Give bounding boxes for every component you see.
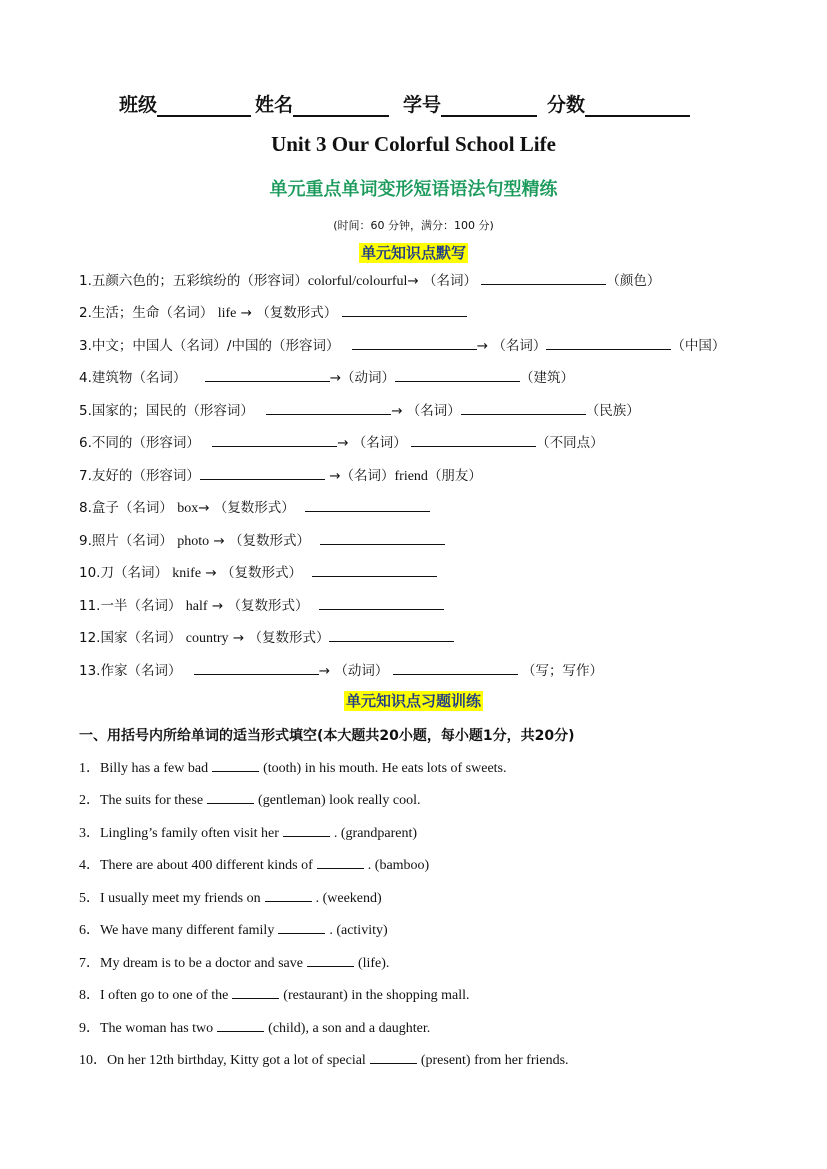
question-number: 1． bbox=[79, 761, 100, 776]
question-item bbox=[79, 953, 389, 973]
answer-blank[interactable] bbox=[305, 497, 430, 512]
item-prompt: 盒子（名词） bbox=[91, 500, 173, 516]
question-number: 3． bbox=[79, 826, 100, 841]
item-number: 12. bbox=[79, 630, 101, 646]
item-number: 7. bbox=[79, 468, 92, 484]
vocab-item bbox=[79, 335, 725, 355]
item-prompt: 中文；中国人（名词）/中国的（形容词） bbox=[91, 338, 340, 354]
vocab-item bbox=[79, 367, 574, 387]
answer-blank[interactable] bbox=[342, 302, 467, 317]
item-prompt: 五颜六色的；五彩缤纷的（形容词） bbox=[91, 273, 308, 289]
item-prompt: 国家（名词） bbox=[100, 630, 182, 646]
section-title-text: 单元知识点默写 bbox=[360, 244, 466, 262]
item-prompt: 一半（名词） bbox=[100, 598, 182, 614]
page-subtitle: 单元重点单词变形短语语法句型精练 bbox=[269, 179, 558, 200]
item-prompt: 国家的；国民的（形容词） bbox=[91, 403, 254, 419]
question-number: 5． bbox=[79, 891, 100, 906]
question-number: 4． bbox=[79, 858, 100, 873]
vocab-item bbox=[79, 432, 604, 452]
name-label: 姓名 bbox=[255, 94, 294, 116]
item-prompt-2: → （动词） bbox=[318, 663, 389, 679]
vocab-item bbox=[79, 530, 445, 550]
item-hint: （民族） bbox=[585, 403, 640, 419]
item-prompt-2: → （复数形式） bbox=[205, 565, 302, 581]
item-prompt-2: → （名词） bbox=[391, 403, 461, 419]
question-number: 2． bbox=[79, 793, 100, 808]
question-item bbox=[79, 1050, 569, 1070]
answer-blank[interactable] bbox=[278, 920, 325, 934]
item-number: 4. bbox=[79, 370, 92, 386]
item-number: 2. bbox=[79, 305, 92, 321]
answer-blank[interactable] bbox=[320, 530, 445, 545]
question-hint: . (bamboo) bbox=[367, 858, 430, 873]
answer-blank[interactable] bbox=[283, 823, 330, 837]
answer-blank[interactable] bbox=[312, 562, 437, 577]
item-word: half bbox=[185, 599, 208, 614]
question-item bbox=[79, 920, 388, 940]
question-item bbox=[79, 823, 417, 843]
vocab-item bbox=[79, 400, 640, 420]
answer-blank[interactable] bbox=[266, 400, 391, 415]
question-hint: (gentleman) look really cool. bbox=[258, 793, 421, 808]
item-hint: （朋友） bbox=[427, 468, 482, 484]
answer-blank[interactable] bbox=[317, 855, 364, 869]
question-text: Lingling’s family often visit her bbox=[100, 826, 279, 841]
item-prompt: 不同的（形容词） bbox=[91, 435, 200, 451]
answer-blank[interactable] bbox=[370, 1050, 417, 1064]
class-blank[interactable] bbox=[157, 95, 251, 117]
question-number: 6． bbox=[79, 923, 100, 938]
question-hint: (tooth) in his mouth. He eats lots of sweets. bbox=[263, 761, 507, 776]
question-number: 9． bbox=[79, 1021, 100, 1036]
vocab-item bbox=[79, 465, 482, 485]
item-word: life bbox=[217, 306, 237, 321]
item-prompt: 建筑物（名词） bbox=[91, 370, 187, 386]
vocab-item bbox=[79, 270, 660, 290]
question-item bbox=[79, 855, 429, 875]
item-number: 3. bbox=[79, 338, 92, 354]
item-hint: （中国） bbox=[671, 338, 726, 354]
item-hint: （写；写作） bbox=[521, 663, 603, 679]
question-number: 10． bbox=[79, 1053, 107, 1068]
item-number: 9. bbox=[79, 533, 92, 549]
question-item bbox=[79, 985, 470, 1005]
class-label: 班级 bbox=[119, 94, 158, 116]
item-prompt: 友好的（形容词） bbox=[91, 468, 200, 484]
question-item bbox=[79, 888, 382, 908]
question-text: We have many different family bbox=[100, 923, 275, 938]
question-hint: (life). bbox=[357, 956, 390, 971]
item-prompt: 刀（名词） bbox=[100, 565, 168, 581]
item-prompt-2: → （复数形式） bbox=[198, 500, 295, 516]
answer-blank[interactable] bbox=[395, 367, 520, 382]
vocab-item bbox=[79, 302, 467, 322]
answer-blank[interactable] bbox=[546, 335, 671, 350]
item-number: 11. bbox=[79, 598, 101, 614]
score-blank[interactable] bbox=[585, 95, 690, 117]
question-text: The woman has two bbox=[100, 1021, 214, 1036]
question-item bbox=[79, 1018, 430, 1038]
item-number: 6. bbox=[79, 435, 92, 451]
answer-blank[interactable] bbox=[393, 660, 518, 675]
item-prompt: 作家（名词） bbox=[100, 663, 182, 679]
vocab-item bbox=[79, 497, 430, 517]
question-number: 7． bbox=[79, 956, 100, 971]
name-blank[interactable] bbox=[293, 95, 389, 117]
question-number: 8． bbox=[79, 988, 100, 1003]
question-hint: . (grandparent) bbox=[333, 826, 418, 841]
item-prompt-2: → （复数形式） bbox=[240, 305, 338, 321]
answer-blank[interactable] bbox=[329, 627, 454, 642]
question-hint: (restaurant) in the shopping mall. bbox=[283, 988, 470, 1003]
answer-blank[interactable] bbox=[207, 790, 254, 804]
item-prompt-2: →（名词） bbox=[329, 468, 395, 484]
answer-blank[interactable] bbox=[212, 432, 337, 447]
item-prompt-2: → （复数形式） bbox=[211, 598, 309, 614]
section-title-dictation bbox=[0, 242, 827, 263]
answer-blank[interactable] bbox=[307, 953, 354, 967]
score-label: 分数 bbox=[547, 94, 586, 116]
item-prompt: 照片（名词） bbox=[91, 533, 173, 549]
question-item bbox=[79, 758, 507, 778]
item-number: 5. bbox=[79, 403, 92, 419]
student-id-blank[interactable] bbox=[441, 95, 537, 117]
answer-blank[interactable] bbox=[319, 595, 444, 610]
vocab-item bbox=[79, 660, 603, 680]
question-text: On her 12th birthday, Kitty got a lot of special bbox=[107, 1053, 366, 1068]
item-number: 10. bbox=[79, 565, 101, 581]
item-number: 8. bbox=[79, 500, 92, 516]
item-hint: （建筑） bbox=[520, 370, 574, 386]
student-info-header bbox=[119, 90, 694, 117]
item-hint: （不同点） bbox=[536, 435, 604, 451]
question-text: My dream is to be a doctor and save bbox=[100, 956, 303, 971]
question-text: The suits for these bbox=[100, 793, 204, 808]
item-number: 1. bbox=[79, 273, 92, 289]
question-text: I usually meet my friends on bbox=[100, 891, 261, 906]
item-word: knife bbox=[172, 566, 202, 581]
item-word: box bbox=[177, 501, 199, 516]
answer-blank[interactable] bbox=[352, 335, 477, 350]
question-hint: . (activity) bbox=[329, 923, 388, 938]
question-item bbox=[79, 790, 421, 810]
question-text: I often go to one of the bbox=[100, 988, 229, 1003]
question-hint: (child), a son and a daughter. bbox=[268, 1021, 431, 1036]
item-word: colorful/colourful bbox=[307, 274, 408, 289]
item-prompt-2: → （名词） bbox=[476, 338, 547, 354]
answer-blank[interactable] bbox=[232, 985, 279, 999]
item-word: country bbox=[185, 631, 229, 646]
student-id-label: 学号 bbox=[403, 94, 442, 116]
exercise-instruction: 一、用括号内所给单词的适当形式填空(本大题共20小题，每小题1分，共20分) bbox=[79, 728, 575, 744]
question-hint: (present) from her friends. bbox=[420, 1053, 569, 1068]
answer-blank[interactable] bbox=[265, 888, 312, 902]
answer-blank[interactable] bbox=[461, 400, 586, 415]
answer-blank[interactable] bbox=[205, 367, 330, 382]
item-number: 13. bbox=[79, 663, 101, 679]
item-prompt-2: → （复数形式） bbox=[213, 533, 310, 549]
vocab-item bbox=[79, 627, 454, 647]
question-text: Billy has a few bad bbox=[100, 761, 209, 776]
section-title-exercises bbox=[0, 690, 827, 711]
item-prompt-2: → （名词） bbox=[337, 435, 407, 451]
answer-blank[interactable] bbox=[411, 432, 536, 447]
question-text: There are about 400 different kinds of bbox=[100, 858, 313, 873]
item-word: friend bbox=[394, 469, 428, 484]
answer-blank[interactable] bbox=[481, 270, 606, 285]
answer-blank[interactable] bbox=[200, 465, 325, 480]
answer-blank[interactable] bbox=[194, 660, 319, 675]
vocab-item bbox=[79, 562, 437, 582]
vocab-item bbox=[79, 595, 444, 615]
item-prompt: 生活；生命（名词） bbox=[91, 305, 214, 321]
item-prompt-2: → （名词） bbox=[407, 273, 478, 289]
question-hint: . (weekend) bbox=[315, 891, 382, 906]
page-title: Unit 3 Our Colorful School Life bbox=[271, 132, 556, 156]
section-title-text: 单元知识点习题训练 bbox=[345, 692, 481, 710]
time-note: (时间：60 分钟，满分：100 分) bbox=[333, 219, 494, 232]
answer-blank[interactable] bbox=[212, 758, 259, 772]
item-hint: （颜色） bbox=[606, 273, 661, 289]
item-prompt-2: → （复数形式） bbox=[232, 630, 330, 646]
answer-blank[interactable] bbox=[217, 1018, 264, 1032]
item-word: photo bbox=[177, 534, 210, 549]
item-prompt-2: →（动词） bbox=[329, 370, 395, 386]
